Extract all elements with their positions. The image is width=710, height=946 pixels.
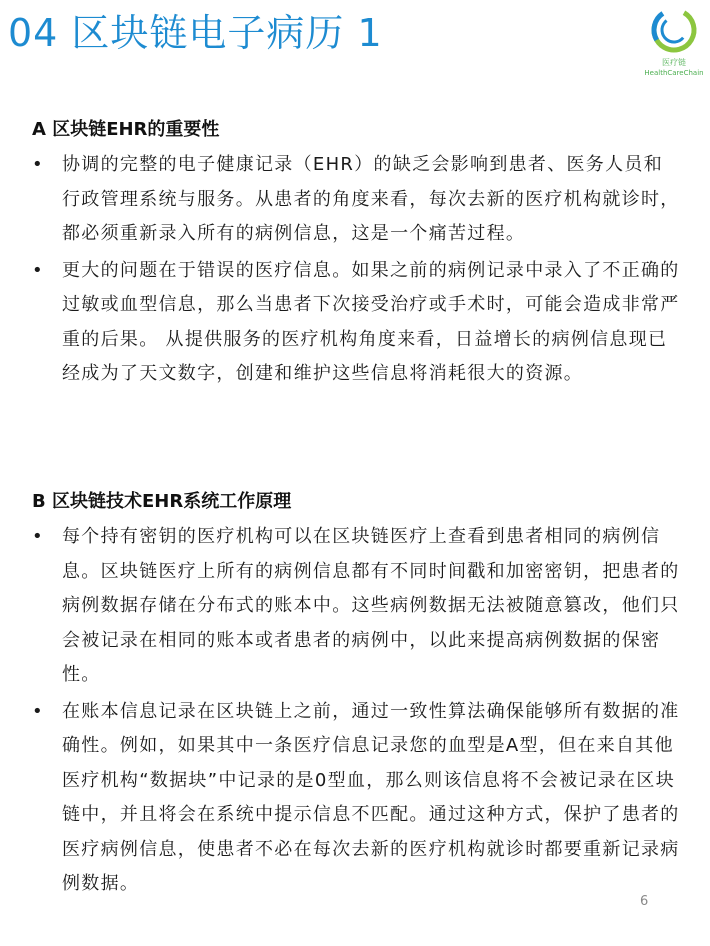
logo-text-zh: 医疗链 (662, 58, 686, 67)
bullet-icon: • (32, 154, 43, 175)
list-item (32, 254, 682, 392)
bullet-text: 在账本信息记录在区块链上之前，通过一致性算法确保能够所有数据的准确性。例如，如果其中一条医疗信息记录您的血型是A型，但在来自其他医疗机构“数据块”中记录的是0型血，那么则该信息将不会被记录在区块链中，并且将会在系统中提示信息不匹配。通过这种方式，保护了患者的医疗病例信息，使患者不必在每次去新的医疗机构就诊时都要重新记录病例数据。 (62, 700, 680, 894)
bullet-text: 协调的完整的电子健康记录（EHR）的缺乏会影响到患者、医务人员和行政管理系统与服务。从患者的角度来看，每次去新的医疗机构就诊时，都必须重新录入所有的病例信息，这是一个痛苦过程。 (62, 154, 680, 244)
logo (640, 4, 708, 80)
list-item (32, 148, 682, 252)
section-b-title: B 区块链技术EHR系统工作原理 (32, 491, 292, 512)
logo-ring-icon (648, 4, 700, 56)
section-a-title: A 区块链EHR的重要性 (32, 119, 220, 140)
section-a (32, 116, 682, 394)
bullet-icon: • (32, 700, 43, 722)
bullet-text: 每个持有密钥的医疗机构可以在区块链医疗上查看到患者相同的病例信息。区块链医疗上所有的病例信息都有不同时间戳和加密密钥，把患者的病例数据存储在分布式的账本中。这些病例数据无法被随意篡改，他们只会被记录在相同的账本或者患者的病例中，以此来提高病例数据的保密性。 (62, 526, 680, 685)
logo-text-en: HealthCareChain (644, 69, 704, 77)
list-item (32, 520, 682, 693)
bullet-icon: • (32, 526, 43, 547)
page-title: 04 区块链电子病历 1 (8, 11, 383, 55)
section-b (32, 488, 682, 904)
list-item (32, 695, 682, 902)
bullet-text: 更大的问题在于错误的医疗信息。如果之前的病例记录中录入了不正确的过敏或血型信息，那么当患者下次接受治疗或手术时，可能会造成非常严重的后果。 从提供服务的医疗机构角度来看，日益增长的病例信息现已经成为了天文数字，创建和维护这些信息将消耗很大的资源。 (62, 259, 680, 384)
page-number: 6 (640, 894, 649, 909)
bullet-icon: • (32, 259, 43, 281)
